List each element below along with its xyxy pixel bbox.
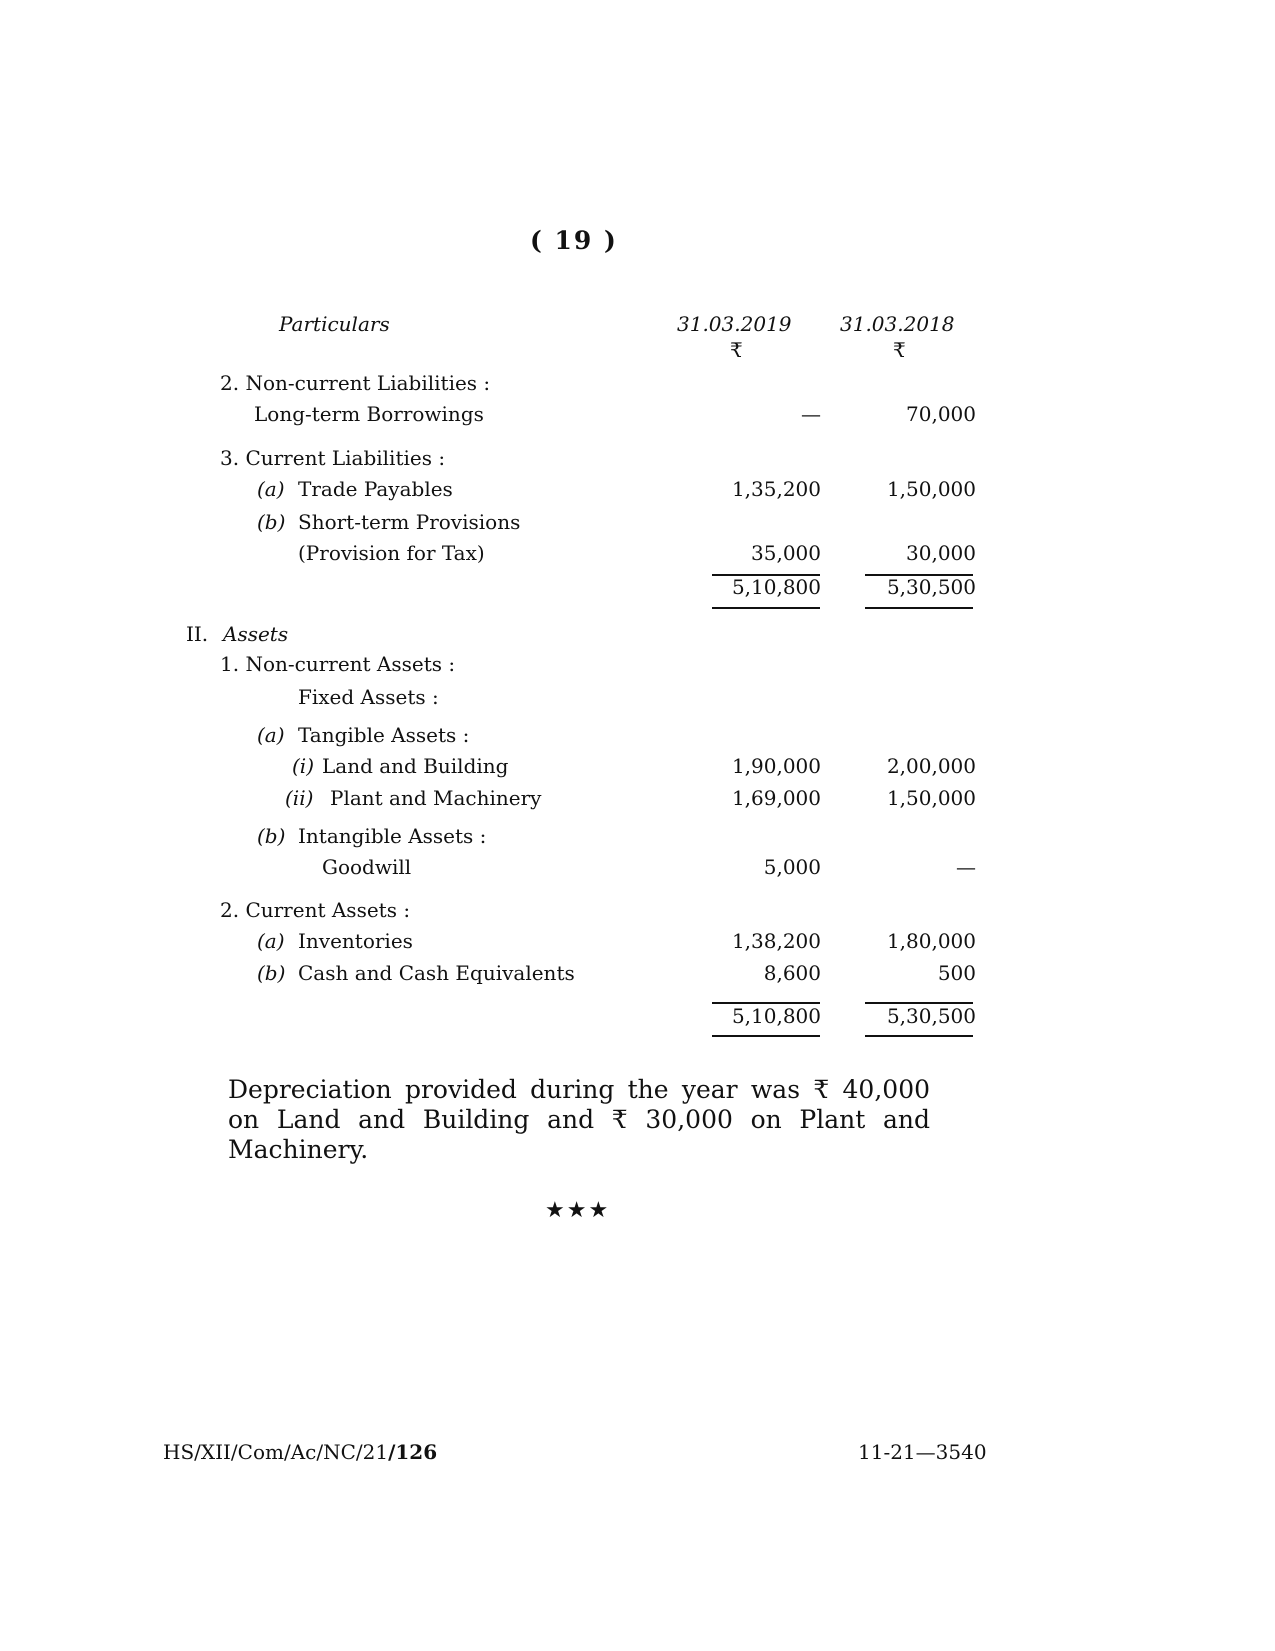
total-liabilities-2019: 5,10,800 — [731, 575, 821, 599]
total-bottom-rule — [865, 607, 973, 609]
footer-code-number: /126 — [388, 1440, 438, 1464]
land-building-2018: 2,00,000 — [886, 754, 976, 778]
total-bottom-rule — [712, 607, 820, 609]
land-building-label: Land and Building — [322, 754, 509, 778]
tangible-assets-marker: (a) — [257, 723, 285, 747]
intangible-assets-label: Intangible Assets : — [298, 824, 487, 848]
plant-machinery-label: Plant and Machinery — [330, 786, 542, 810]
cash-2018: 500 — [937, 961, 976, 985]
trade-payables-2019: 1,35,200 — [731, 477, 821, 501]
total-liabilities-2018: 5,30,500 — [886, 575, 976, 599]
land-building-2019: 1,90,000 — [731, 754, 821, 778]
inventories-2019: 1,38,200 — [731, 929, 821, 953]
provision-for-tax-2018: 30,000 — [906, 541, 976, 565]
assets-heading: Assets — [223, 622, 289, 646]
long-term-borrowings-2018: 70,000 — [906, 402, 976, 426]
long-term-borrowings-2019: — — [801, 402, 821, 426]
fixed-assets-label: Fixed Assets : — [298, 685, 439, 709]
page-number: ( 19 ) — [530, 226, 618, 255]
total-bottom-rule — [712, 1035, 820, 1037]
total-assets-2019: 5,10,800 — [731, 1004, 821, 1028]
footer-code-prefix: HS/XII/Com/Ac/NC/21 — [163, 1440, 389, 1464]
current-liabilities-heading: 3. Current Liabilities : — [220, 446, 446, 470]
footer-print-code: 11-21—3540 — [858, 1440, 987, 1464]
total-assets-2018: 5,30,500 — [886, 1004, 976, 1028]
trade-payables-2018: 1,50,000 — [886, 477, 976, 501]
inventories-marker: (a) — [257, 929, 285, 953]
provision-for-tax-label: (Provision for Tax) — [298, 541, 485, 565]
plant-machinery-2019: 1,69,000 — [731, 786, 821, 810]
rupee-unit-2018: ₹ — [893, 338, 906, 362]
end-stars: ★★★ — [545, 1198, 611, 1223]
total-bottom-rule — [865, 1035, 973, 1037]
trade-payables-marker: (a) — [257, 477, 285, 501]
provision-for-tax-2019: 35,000 — [751, 541, 821, 565]
goodwill-2019: 5,000 — [763, 855, 821, 879]
goodwill-label: Goodwill — [322, 855, 412, 879]
cash-marker: (b) — [257, 961, 286, 985]
current-assets-heading: 2. Current Assets : — [220, 898, 411, 922]
cash-label: Cash and Cash Equivalents — [298, 961, 575, 985]
cash-2019: 8,600 — [763, 961, 821, 985]
footer-paper-code — [163, 1440, 437, 1464]
assets-numeral: II. — [186, 622, 209, 646]
tangible-assets-label: Tangible Assets : — [298, 723, 470, 747]
inventories-2018: 1,80,000 — [886, 929, 976, 953]
short-term-provisions-label: Short-term Provisions — [298, 510, 521, 534]
short-term-provisions-marker: (b) — [257, 510, 286, 534]
trade-payables-label: Trade Payables — [298, 477, 453, 501]
goodwill-2018: — — [956, 855, 976, 879]
intangible-assets-marker: (b) — [257, 824, 286, 848]
particulars-header: Particulars — [279, 312, 390, 336]
col-2018-header: 31.03.2018 — [840, 312, 955, 336]
plant-machinery-2018: 1,50,000 — [886, 786, 976, 810]
rupee-unit-2019: ₹ — [730, 338, 743, 362]
non-current-liabilities-heading: 2. Non-current Liabilities : — [220, 371, 491, 395]
plant-machinery-marker: (ii) — [285, 786, 314, 810]
long-term-borrowings-label: Long-term Borrowings — [254, 402, 484, 426]
inventories-label: Inventories — [298, 929, 413, 953]
land-building-marker: (i) — [292, 754, 315, 778]
non-current-assets-heading: 1. Non-current Assets : — [220, 652, 456, 676]
depreciation-note: Depreciation provided during the year was ₹ 40,000 on Land and Building and ₹ 30,000 on Plant and Machinery. — [228, 1075, 930, 1164]
col-2019-header: 31.03.2019 — [677, 312, 792, 336]
